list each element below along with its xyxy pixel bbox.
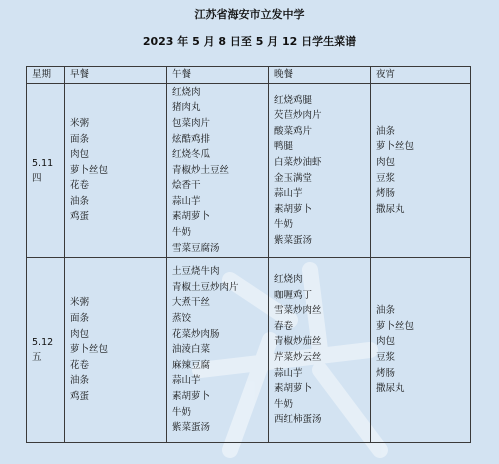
dish-item: 猪肉丸 [172,102,201,114]
dish-item: 烤肠 [376,188,396,200]
day-cell [27,258,65,443]
dish-item: 西红柿蛋汤 [274,414,322,426]
dish-item: 烤肠 [376,367,396,379]
dish-item: 花菜炒肉肠 [172,328,220,340]
page-subtitle: 2023 年 5 月 8 日至 5 月 12 日学生菜谱 [142,35,357,48]
header-dinner: 晚餐 [269,67,371,84]
dish-item: 芹菜炒云丝 [274,352,322,363]
dish-item: 米粥 [70,117,90,129]
night-snack-cell [371,84,471,258]
dish-item: 撒尿丸 [376,383,405,395]
dish-item: 牛奶 [274,398,294,410]
night-snack-cell [371,258,471,443]
dish-item: 鸡蛋 [70,390,90,402]
header-breakfast: 早餐 [65,67,167,84]
dish-item: 油条 [376,125,396,137]
header-row [27,67,471,84]
dish-item: 面条 [70,313,90,325]
breakfast-cell [65,258,167,443]
page-title: 江苏省海安市立发中学 [194,8,305,21]
dish-item: 青椒炒茄丝 [274,336,322,348]
dish-item: 素胡萝卜 [172,211,211,223]
dish-item: 油条 [70,195,90,207]
dish-item: 包菜肉片 [172,117,211,129]
dish-item: 蒸饺 [172,313,192,325]
breakfast-cell [65,84,167,258]
table-row [27,84,471,258]
dish-item: 素胡萝卜 [274,203,313,215]
dish-item: 紫菜蛋汤 [172,422,211,434]
dish-item: 油淩白菜 [172,344,211,356]
dish-item: 蒜山芋 [274,188,303,200]
dish-item: 紫菜蛋汤 [274,234,313,246]
dish-item: 红烧冬瓜 [172,149,211,161]
lunch-cell [167,84,269,258]
dish-item: 花卷 [70,359,90,371]
dish-item: 油条 [70,375,90,387]
dish-item: 牛奶 [172,406,192,418]
dish-item: 萝卜丝包 [376,320,415,332]
dish-item: 炫酷鸡排 [172,133,211,145]
weekday-label: 五 [32,352,42,363]
dinner-cell [269,84,371,258]
dish-item: 素胡萝卜 [274,383,313,395]
weekday-label: 四 [32,172,42,184]
dish-item: 萝卜丝包 [376,141,415,153]
dish-item: 雪菜豆腐汤 [172,242,220,254]
dish-item: 萝卜丝包 [70,164,109,176]
dish-item: 芡苣炒肉片 [274,110,322,122]
dish-item: 豆浆 [376,172,396,184]
header-night-snack: 夜宵 [371,67,471,84]
dish-item: 春卷 [274,320,294,332]
dish-item: 豆浆 [376,352,396,363]
dish-item: 牛奶 [274,219,294,231]
dinner-cell [269,258,371,443]
dish-item: 烩香干 [172,180,201,192]
table-row [27,258,471,443]
dish-item: 鸭腿 [274,141,294,153]
dish-item: 牛奶 [172,227,192,239]
dish-item: 麻辣豆腐 [172,359,211,371]
dish-item: 撒尿丸 [376,203,405,215]
dish-item: 红烧鸡腿 [274,94,313,106]
dish-item: 青椒土豆炒肉片 [172,281,239,293]
dish-item: 肉包 [70,328,90,340]
day-cell [27,84,65,258]
menu-table [26,66,471,443]
header-day: 星期 [27,67,65,84]
dish-item: 蒜山芋 [274,367,303,379]
dish-item: 蒜山芋 [172,375,201,387]
dish-item: 米粥 [70,297,90,309]
date-label: 5.11 [32,157,54,169]
dish-item: 素胡萝卜 [172,390,211,402]
dish-item: 雪菜炒肉丝 [274,305,322,317]
dish-item: 鸡蛋 [70,211,90,223]
dish-item: 酸菜鸡片 [274,125,313,137]
dish-item: 肉包 [376,336,396,348]
dish-item: 白菜炒油虾 [274,156,322,168]
dish-item: 咖喱鸡丁 [274,289,313,301]
lunch-cell [167,258,269,443]
dish-item: 红烧肉 [172,86,201,98]
dish-item: 肉包 [70,149,90,161]
dish-item: 青椒炒土豆丝 [172,164,230,176]
dish-item: 土豆烧牛肉 [172,266,220,278]
dish-item: 花卷 [70,180,90,192]
dish-item: 金玉满堂 [274,172,313,184]
date-label: 5.12 [32,337,54,348]
dish-item: 萝卜丝包 [70,344,109,356]
header-lunch: 午餐 [167,67,269,84]
dish-item: 肉包 [376,156,396,168]
dish-item: 大煮干丝 [172,297,211,309]
dish-item: 油条 [376,305,396,317]
dish-item: 面条 [70,133,90,145]
dish-item: 蒜山芋 [172,195,201,207]
dish-item: 红烧肉 [274,274,303,286]
